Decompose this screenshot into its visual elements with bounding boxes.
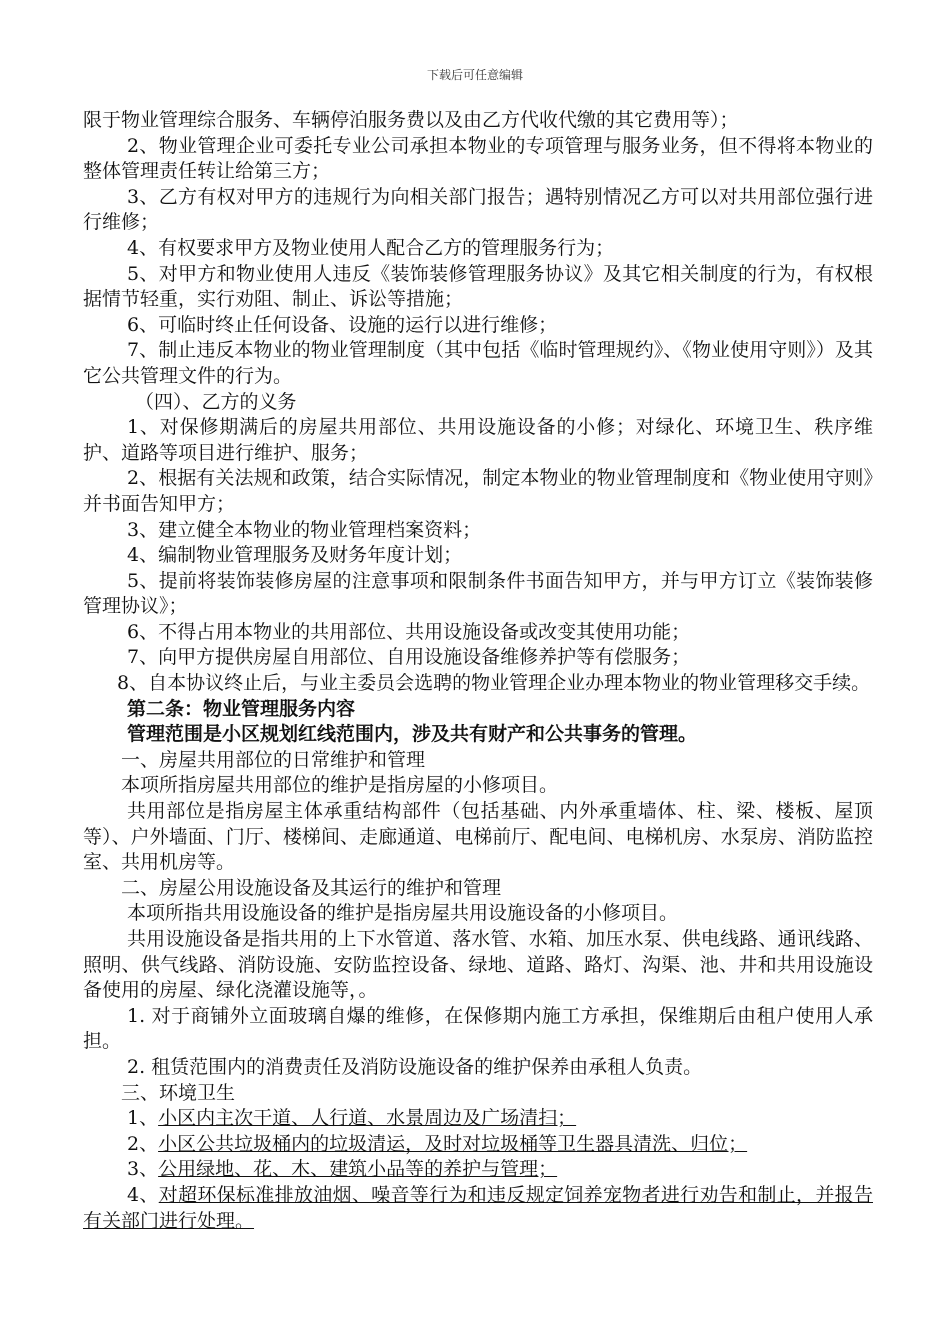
paragraph: 3、建立健全本物业的物业管理档案资料； <box>127 518 482 541</box>
article-title: 第二条：物业管理服务内容 <box>127 697 356 720</box>
paragraph: 5、提前将装饰装修房屋的注意事项和限制条件书面告知甲方，并与甲方订立《装饰装修管理协议》； <box>83 569 873 618</box>
paragraph: 3、乙方有权对甲方的违规行为向相关部门报告；遇特别情况乙方可以对共用部位强行进行维修； <box>83 185 873 234</box>
paragraph: 本项所指共用设施设备的维护是指房屋共用设施设备的小修项目。 <box>127 902 679 925</box>
paragraph: 2. 租赁范围内的消费责任及消防设施设备的维护保养由承租人负责。 <box>127 1055 703 1078</box>
section-heading: 三、环境卫生 <box>121 1081 236 1104</box>
paragraph: 4、有权要求甲方及物业使用人配合乙方的管理服务行为； <box>127 236 615 259</box>
paragraph: 4、编制物业管理服务及财务年度计划； <box>127 544 463 567</box>
paragraph: 6、不得占用本物业的共用部位、共用设施设备或改变其使用功能； <box>127 620 691 643</box>
paragraph: 共用部位是指房屋主体承重结构部件（包括基础、内外承重墙体、柱、梁、楼板、屋顶等）、户外墙面、门厅、楼梯间、走廊通道、电梯前厅、配电间、电梯机房、水泵房、消防监控室、共用机房等。 <box>83 800 873 874</box>
section-heading: （四）、乙方的义务 <box>135 390 297 413</box>
paragraph: 限于物业管理综合服务、车辆停泊服务费以及由乙方代收代缴的其它费用等）； <box>83 109 739 131</box>
paragraph: 7、向甲方提供房屋自用部位、自用设施设备维修养护等有偿服务； <box>127 646 691 669</box>
paragraph: 5、对甲方和物业使用人违反《装饰装修管理服务协议》及其它相关制度的行为，有权根据情节轻重，实行劝阻、制止、诉讼等措施； <box>83 262 873 311</box>
paragraph: 2、物业管理企业可委托专业公司承担本物业的专项管理与服务业务，但不得将本物业的整体管理责任转让给第三方； <box>83 134 873 183</box>
page-header: 下载后可任意编辑 <box>426 68 523 82</box>
item-text: 对超环保标准排放油烟、噪音等行为和违反规定饲养宠物者进行劝告和制止，并报告有关部门进行处理。 <box>83 1183 873 1232</box>
item-text: 小区公共垃圾桶内的垃圾清运，及时对垃圾桶等卫生器具清洗、归位； <box>158 1132 748 1155</box>
item-number: 1、 <box>127 1107 159 1130</box>
list-item <box>83 1183 873 1234</box>
document-body <box>83 108 873 1234</box>
section-heading: 二、房屋公用设施设备及其运行的维护和管理 <box>121 876 502 899</box>
paragraph: 共用设施设备是指共用的上下水管道、落水管、水箱、加压水泵、供电线路、通讯线路、照明、供气线路、消防设施、安防监控设备、绿地、道路、路灯、沟渠、池、井和共用设施设备使用的房屋、绿化浇灌设施等，。 <box>83 928 873 1002</box>
paragraph: 6、可临时终止任何设备、设施的运行以进行维修； <box>127 313 558 336</box>
item-text: 小区内主次干道、人行道、水景周边及广场清扫； <box>158 1107 577 1130</box>
list-item <box>83 1132 873 1158</box>
paragraph: 7、制止违反本物业的物业管理制度（其中包括《临时管理规约》、《物业使用守则》）及其它公共管理文件的行为。 <box>83 339 873 387</box>
paragraph: 本项所指房屋共用部位的维护是指房屋的小修项目。 <box>121 774 559 797</box>
paragraph: 1、对保修期满后的房屋共用部位、共用设施设备的小修；对绿化、环境卫生、秩序维护、道路等项目进行维护、服务； <box>83 416 873 464</box>
list-item <box>83 1157 873 1183</box>
item-number: 2、 <box>127 1132 159 1155</box>
scope-statement: 管理范围是小区规划红线范围内，涉及共有财产和公共事务的管理。 <box>127 723 698 746</box>
paragraph: 2、根据有关法规和政策，结合实际情况，制定本物业的物业管理制度和《物业使用守则》并书面告知甲方； <box>83 467 873 515</box>
item-number: 4、 <box>127 1183 159 1206</box>
paragraph: 1. 对于商铺外立面玻璃自爆的维修，在保修期内施工方承担，保维期后由租户使用人承担。 <box>83 1004 873 1053</box>
section-heading: 一、房屋共用部位的日常维护和管理 <box>121 748 426 771</box>
item-text: 公用绿地、花、木、建筑小品等的养护与管理； <box>158 1158 558 1181</box>
item-number: 3、 <box>127 1158 159 1181</box>
list-item <box>83 1106 873 1132</box>
paragraph: 8、自本协议终止后，与业主委员会选聘的物业管理企业办理本物业的物业管理移交手续。 <box>117 672 871 695</box>
